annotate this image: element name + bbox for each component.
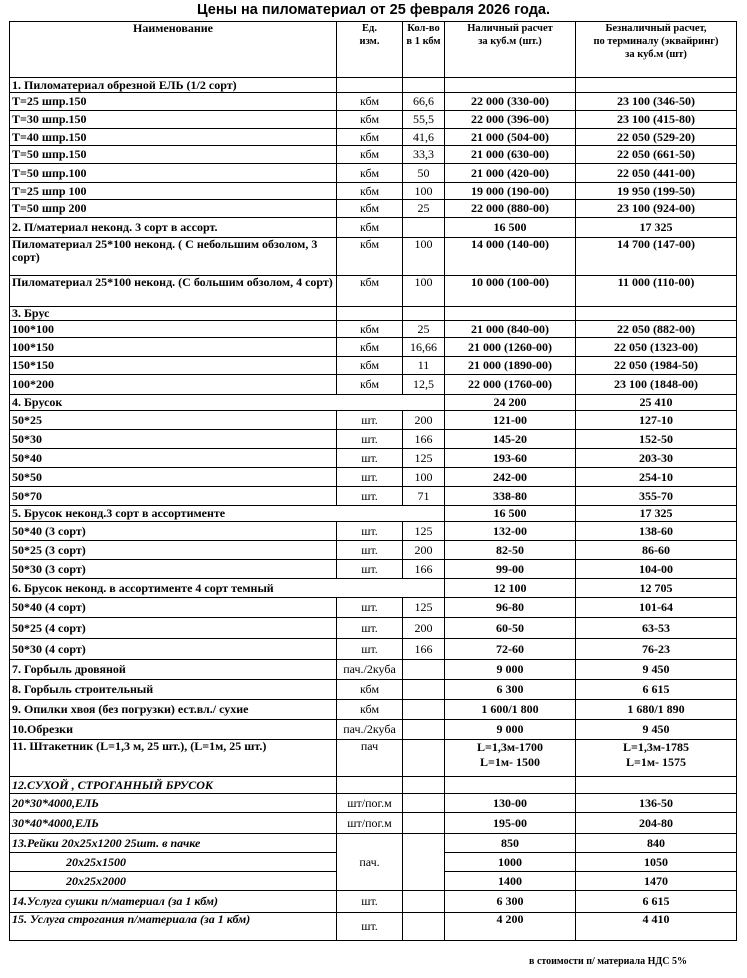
section-row: 12.СУХОЙ , СТРОГАННЫЙ БРУСОК	[10, 777, 737, 794]
section-row: 9. Опилки хвоя (без погрузки) ест.вл./ сухие кбм 1 600/1 800 1 680/1 890	[10, 700, 737, 720]
page-title: Цены на пиломатериал от 25 февраля 2026 года.	[196, 2, 551, 18]
header-qty: Кол-во в 1 кбм	[403, 22, 445, 78]
table-row: 50*30 (3 сорт) шт. 166 99-00 104-00	[10, 560, 737, 579]
section-row: 15. Услуга строгания п/материала (за 1 кбм) шт. 4 200 4 410	[10, 913, 737, 941]
table-row: 50*50 шт. 100 242-00 254-10	[10, 468, 737, 487]
table-row: 50*25 шт. 200 121-00 127-10	[10, 411, 737, 430]
table-row: 50*70 шт. 71 338-80 355-70	[10, 487, 737, 506]
table-row: Т=50 шпр.150 кбм 33,3 21 000 (630-00) 22 050 (661-50)	[10, 146, 737, 164]
header-card: Безналичный расчет, по терминалу (эквайринг) за куб.м (шт)	[576, 22, 737, 78]
section-row: 11. Штакетник (L=1,3 м, 25 шт.), (L=1м, 25 шт.) пач L=1,3м-1700 L=1м- 1500 L=1,3м-1785 L=1м- 1575	[10, 740, 737, 777]
table-row: 50*40 (3 сорт) шт. 125 132-00 138-60	[10, 522, 737, 541]
table-row: 20x25x2000 1400 1470	[10, 872, 737, 891]
section-row: 1. Пиломатериал обрезной ЕЛЬ (1/2 сорт)	[10, 78, 737, 93]
table-row: Т=30 шпр.150 кбм 55,5 22 000 (396-00) 23 100 (415-80)	[10, 111, 737, 129]
section-row: 4. Брусок 24 200 25 410	[10, 395, 737, 411]
header-cash: Наличный расчет за куб.м (шт.)	[445, 22, 576, 78]
section-row: 14.Услуга сушки п/материал (за 1 кбм) шт. 6 300 6 615	[10, 891, 737, 913]
table-row: 150*150 кбм 11 21 000 (1890-00) 22 050 (1984-50)	[10, 357, 737, 375]
table-row: Пиломатериал 25*100 неконд. ( С небольшим обзолом, 3 сорт) кбм 100 14 000 (140-00) 14 700 (147-00)	[10, 238, 737, 276]
table-row: 100*100 кбм 25 21 000 (840-00) 22 050 (882-00)	[10, 321, 737, 338]
table-row: 30*40*4000,ЕЛЬ шт/пог.м 195-00 204-80	[10, 813, 737, 834]
section-row: 13.Рейки 20x25x1200 25шт. в пачке пач. 850 840	[10, 834, 737, 853]
table-row: Т=50 шпр.100 кбм 50 21 000 (420-00) 22 050 (441-00)	[10, 164, 737, 183]
table-row: Т=25 шпр.150 кбм 66,6 22 000 (330-00) 23 100 (346-50)	[10, 93, 737, 111]
table-row: 50*30 (4 сорт) шт. 166 72-60 76-23	[10, 639, 737, 660]
section-row: 7. Горбыль дровяной пач./2куба 9 000 9 450	[10, 660, 737, 680]
vat-note: в стоимости п/ материала НДС 5%	[529, 956, 687, 967]
table-row: 20x25x1500 1000 1050	[10, 853, 737, 872]
price-table	[9, 21, 737, 941]
table-row: 100*200 кбм 12,5 22 000 (1760-00) 23 100 (1848-00)	[10, 375, 737, 395]
table-row: Т=50 шпр 200 кбм 25 22 000 (880-00) 23 100 (924-00)	[10, 200, 737, 218]
table-row: Т=40 шпр.150 кбм 41,6 21 000 (504-00) 22 050 (529-20)	[10, 129, 737, 146]
header-name: Наименование	[10, 22, 337, 78]
table-row: 50*40 (4 сорт) шт. 125 96-80 101-64	[10, 598, 737, 618]
header-unit: Ед. изм.	[337, 22, 403, 78]
section-row: 6. Брусок неконд. в ассортименте 4 сорт темный 12 100 12 705	[10, 579, 737, 598]
section-row: 2. П/материал неконд. 3 сорт в ассорт. кбм 16 500 17 325	[10, 218, 737, 238]
table-row: Пиломатериал 25*100 неконд. (С большим обзолом, 4 сорт) кбм 100 10 000 (100-00) 11 000 (110-00)	[10, 276, 737, 307]
table-row: 20*30*4000,ЕЛЬ шт/пог.м 130-00 136-50	[10, 794, 737, 813]
header-row	[10, 22, 737, 78]
table-row: 50*30 шт. 166 145-20 152-50	[10, 430, 737, 449]
section-row: 3. Брус	[10, 307, 737, 321]
table-row: 100*150 кбм 16,66 21 000 (1260-00) 22 050 (1323-00)	[10, 338, 737, 357]
table-row: 50*25 (3 сорт) шт. 200 82-50 86-60	[10, 541, 737, 560]
table-row: 50*25 (4 сорт) шт. 200 60-50 63-53	[10, 618, 737, 639]
table-row: 50*40 шт. 125 193-60 203-30	[10, 449, 737, 468]
section-row: 10.Обрезки пач./2куба 9 000 9 450	[10, 720, 737, 740]
table-row: Т=25 шпр 100 кбм 100 19 000 (190-00) 19 950 (199-50)	[10, 183, 737, 200]
section-row: 5. Брусок неконд.3 сорт в ассортименте 16 500 17 325	[10, 506, 737, 522]
section-row: 8. Горбыль строительный кбм 6 300 6 615	[10, 680, 737, 700]
